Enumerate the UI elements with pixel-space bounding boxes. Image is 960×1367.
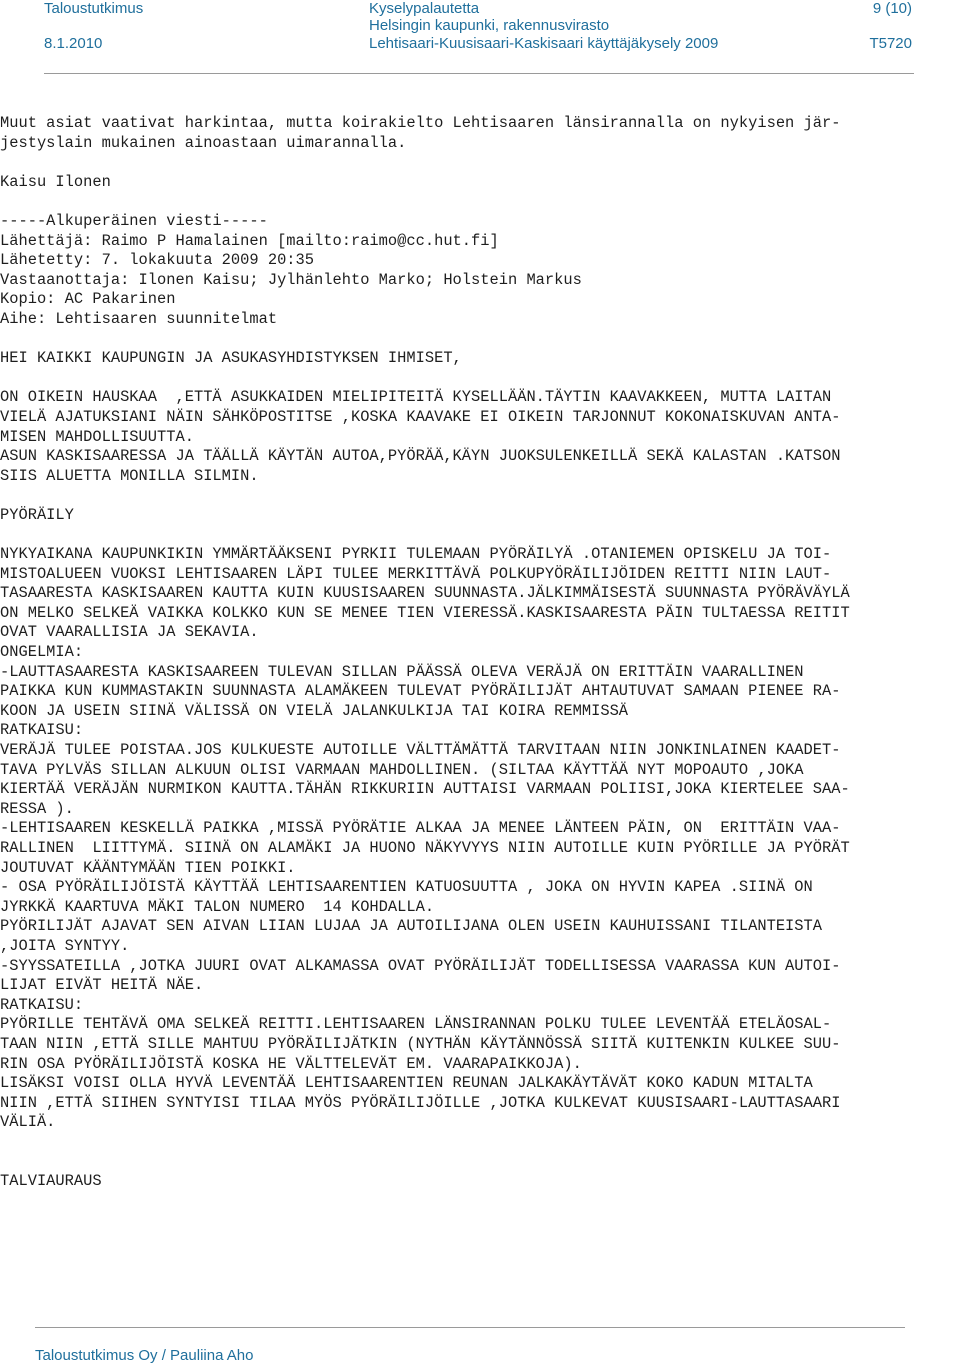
text-line: PAIKKA KUN KUMMASTAKIN SUUNNASTA ALAMÄKEEN TULEVAT PYÖRÄILIJÄT AHTAUTUVAT SAMAAN PIENEE RA- <box>0 682 841 701</box>
text-line: ASUN KASKISAARESSA JA TÄÄLLÄ KÄYTÄN AUTOA,PYÖRÄÄ,KÄYN JUOKSULENKEILLÄ SEKÄ KALASTAN .KATSON <box>0 447 841 466</box>
text-line: NIIN ,ETTÄ SIIHEN SYNTYISI TILAA MYÖS PYÖRÄILIJÖILLE ,JOTKA KULKEVAT KUUSISAARI-LAUTTASAARI <box>0 1093 841 1112</box>
text-line: Lähetetty: 7. lokakuuta 2009 20:35 <box>0 251 315 270</box>
document-body <box>0 114 960 1192</box>
text-line: PYÖRÄILY <box>0 505 74 524</box>
text-line: -----Alkuperäinen viesti----- <box>0 211 268 230</box>
text-line: TAVA PYLVÄS SILLAN ALKUUN OLISI VARMAAN MAHDOLLINEN. (SILTAA KÄYTTÄÄ NYT MOPOAUTO ,JOKA <box>0 760 804 779</box>
header-date: 8.1.2010 <box>44 35 103 52</box>
text-line <box>0 525 960 545</box>
text-line: KOON JA USEIN SIINÄ VÄLISSÄ ON VIELÄ JALANKULKIJA TAI KOIRA REMMISSÄ <box>0 701 629 720</box>
text-line <box>0 486 960 506</box>
text-line <box>0 369 960 389</box>
header-title: Kyselypalautetta <box>369 0 480 17</box>
text-line: TASAARESTA KASKISAAREN KAUTTA KUIN KUUSISAAREN SUUNNASTA.JÄLKIMMÄISESTÄ SUUNNASTA PYÖRÄVÄYLÄ <box>0 584 850 603</box>
text-line: JOUTUVAT KÄÄNTYMÄÄN TIEN POIKKI. <box>0 858 296 877</box>
text-line <box>0 153 960 173</box>
text-line: MISTOALUEEN VUOKSI LEHTISAAREN LÄPI TULEE MERKITTÄVÄ POLKUPYÖRÄILIJÖIDEN REITTI NIIN LAUT- <box>0 564 832 583</box>
text-line: jestyslain mukainen ainoastaan uimarannalla. <box>0 133 407 152</box>
text-line: Kopio: AC Pakarinen <box>0 290 176 309</box>
text-line: ON MELKO SELKEÄ VAIKKA KOLKKO KUN SE MENEE TIEN VIERESSÄ.KASKISAARESTA PÄIN TULTAESSA REITIT <box>0 603 850 622</box>
text-line: ON OIKEIN HAUSKAA ,ETTÄ ASUKKAIDEN MIELIPITEITÄ KYSELLÄÄN.TÄYTIN KAAVAKKEEN, MUTTA LAITAN <box>0 388 832 407</box>
text-line: -LAUTTASAARESTA KASKISAAREEN TULEVAN SILLAN PÄÄSSÄ OLEVA VERÄJÄ ON ERITTÄIN VAARALLINEN <box>0 662 804 681</box>
text-line: NYKYAIKANA KAUPUNKIKIN YMMÄRTÄÄKSENI PYRKII TULEMAAN PYÖRÄILYÄ .OTANIEMEN OPISKELU JA TOI- <box>0 545 832 564</box>
text-line: RESSA ). <box>0 799 74 818</box>
header-divider <box>44 73 914 74</box>
text-line: -LEHTISAAREN KESKELLÄ PAIKKA ,MISSÄ PYÖRÄTIE ALKAA JA MENEE LÄNTEEN PÄIN, ON ERITTÄIN VAA- <box>0 819 841 838</box>
text-line: Aihe: Lehtisaaren suunnitelmat <box>0 309 278 328</box>
text-line: ,JOITA SYNTYY. <box>0 936 130 955</box>
text-line: VERÄJÄ TULEE POISTAA.JOS KULKUESTE AUTOILLE VÄLTTÄMÄTTÄ TARVITAAN NIIN JONKINLAINEN KAADET- <box>0 741 841 759</box>
text-line: Lähettäjä: Raimo P Hamalainen [mailto:raimo@cc.hut.fi] <box>0 231 499 250</box>
header-company: Taloustutkimus <box>44 0 144 17</box>
text-line: ONGELMIA: <box>0 643 84 662</box>
text-line <box>0 1152 960 1172</box>
footer-author: Taloustutkimus Oy / Pauliina Aho <box>35 1347 254 1364</box>
text-line: OVAT VAARALLISIA JA SEKAVIA. <box>0 623 259 642</box>
text-line: RIN OSA PYÖRÄILIJÖISTÄ KOSKA HE VÄLTTELEVÄT EM. VAARAPAIKKOJA). <box>0 1054 582 1073</box>
text-line: HEI KAIKKI KAUPUNGIN JA ASUKASYHDISTYKSEN IHMISET, <box>0 349 462 368</box>
footer-divider <box>35 1327 905 1328</box>
header-page-number: 9 (10) <box>872 0 912 17</box>
text-line: KIERTÄÄ VERÄJÄN NURMIKON KAUTTA.TÄHÄN RIKKURIIN AUTTAISI VARMAAN POLIISI,JOKA KIERTELEE SAA- <box>0 780 850 799</box>
text-line: -SYYSSATEILLA ,JOTKA JUURI OVAT ALKAMASSA OVAT PYÖRÄILIJÄT TODELLISESSA VAARASSA KUN AUTOI- <box>0 956 841 975</box>
text-line: SIIS ALUETTA MONILLA SILMIN. <box>0 466 259 485</box>
text-line: Kaisu Ilonen <box>0 172 111 191</box>
text-line <box>0 192 960 212</box>
text-line: - OSA PYÖRÄILIJÖISTÄ KÄYTTÄÄ LEHTISAARENTIEN KATUOSUUTTA , JOKA ON HYVIN KAPEA .SIINÄ ON <box>0 878 813 897</box>
text-line: JYRKKÄ KAARTUVA MÄKI TALON NUMERO 14 KOHDALLA. <box>0 897 435 916</box>
text-line: LIJAT EIVÄT HEITÄ NÄE. <box>0 976 204 995</box>
text-line: RATKAISU: <box>0 721 84 740</box>
text-line: MISEN MAHDOLLISUUTTA. <box>0 427 194 446</box>
text-line: RATKAISU: <box>0 995 84 1014</box>
text-line: VIELÄ AJATUKSIANI NÄIN SÄHKÖPOSTITSE ,KOSKA KAAVAKE EI OIKEIN TARJONNUT KOKONAISKUVAN ANTA- <box>0 407 841 426</box>
text-line: Muut asiat vaativat harkintaa, mutta koirakielto Lehtisaaren länsirannalla on nykyisen jär- <box>0 114 841 132</box>
text-line: RALLINEN LIITTYMÄ. SIINÄ ON ALAMÄKI JA HUONO NÄKYVYYS NIIN AUTOILLE KUIN PYÖRILLE JA PYÖRÄT <box>0 838 850 857</box>
text-line: TALVIAURAUS <box>0 1172 102 1191</box>
header-project-code: T5720 <box>869 35 912 52</box>
text-line <box>0 330 960 350</box>
text-line: PYÖRILIJÄT AJAVAT SEN AIVAN LIIAN LUJAA JA AUTOILIJANA OLEN USEIN KAUHUISSANI TILANTEISTA <box>0 917 822 936</box>
text-line <box>0 1133 960 1153</box>
text-line: VÄLIÄ. <box>0 1113 56 1132</box>
header-survey: Lehtisaari-Kuusisaari-Kaskisaari käyttäjäkysely 2009 <box>369 35 719 52</box>
text-line: Vastaanottaja: Ilonen Kaisu; Jylhänlehto Marko; Holstein Markus <box>0 270 582 289</box>
text-line: LISÄKSI VOISI OLLA HYVÄ LEVENTÄÄ LEHTISAARENTIEN REUNAN JALKAKÄYTÄVÄT KOKO KADUN MITALTA <box>0 1074 813 1093</box>
header-client: Helsingin kaupunki, rakennusvirasto <box>369 17 610 34</box>
text-line: PYÖRILLE TEHTÄVÄ OMA SELKEÄ REITTI.LEHTISAAREN LÄNSIRANNAN POLKU TULEE LEVENTÄÄ ETELÄOSAL- <box>0 1015 832 1034</box>
text-line: TAAN NIIN ,ETTÄ SILLE MAHTUU PYÖRÄILIJÄTKIN (NYTHÄN KÄYTÄNNÖSSÄ SIITÄ KUITENKIN KULKEE SUU- <box>0 1034 841 1053</box>
page-header <box>0 0 960 74</box>
